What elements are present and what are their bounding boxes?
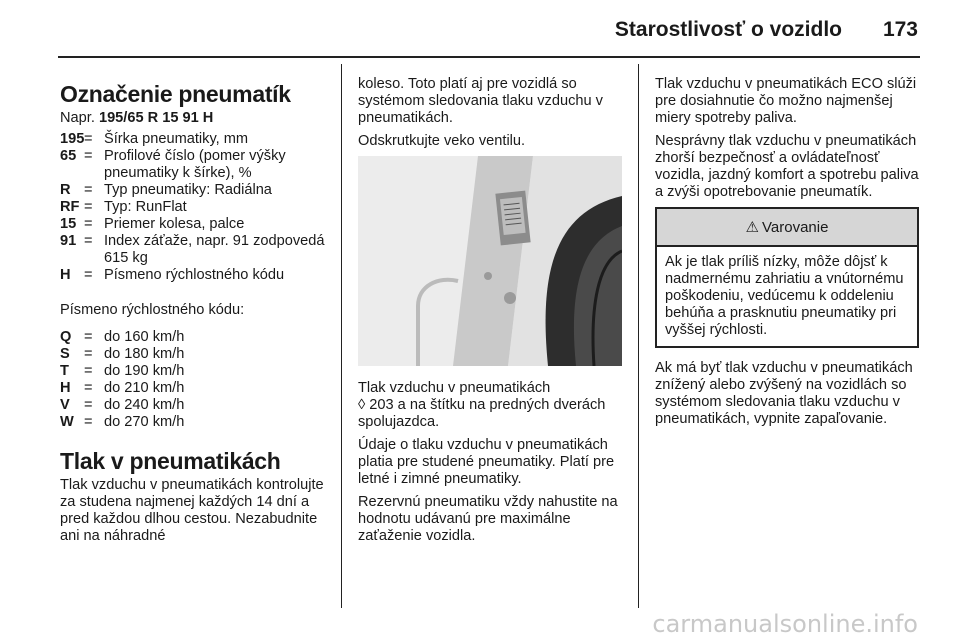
speed-row <box>60 363 332 380</box>
speed-value: do 180 km/h <box>104 346 185 362</box>
column-2 <box>358 76 626 551</box>
code-eq: = <box>84 182 93 198</box>
speed-value: do 240 km/h <box>104 397 185 413</box>
tire-pressure-label-photo <box>358 156 622 366</box>
speed-row <box>60 346 332 363</box>
col2-paragraph-1: koleso. Toto platí aj pre vozidlá so systémom sledovania tlaku vzduchu v pneumatikách. <box>358 76 603 126</box>
code-eq: = <box>84 267 93 283</box>
section-title-tire-marking: Označenie pneumatík <box>60 81 291 107</box>
example-line <box>60 110 332 127</box>
code-value: Index záťaže, napr. 91 zodpovedá 615 kg <box>104 233 325 266</box>
code-key: 65 <box>60 148 77 164</box>
speed-key: S <box>60 346 70 362</box>
col3-paragraph-3: Ak má byť tlak vzduchu v pneumatikách znížený alebo zvýšený na vozidlách so systémom sledovania tlaku vzduchu v pneumatikách, vypnite zapaľovanie. <box>655 360 913 427</box>
column-1 <box>60 70 332 551</box>
code-eq: = <box>84 216 93 232</box>
code-row <box>60 267 332 284</box>
speed-code-list <box>60 329 332 431</box>
code-row <box>60 148 332 182</box>
speed-value: do 160 km/h <box>104 329 185 345</box>
tire-pressure-intro: Tlak vzduchu v pneumatikách kontrolujte za studena najmenej každých 14 dní a pred každou dlhou cestou. Nezabudnite ani na náhradné <box>60 477 324 544</box>
example-prefix: Napr. <box>60 110 95 126</box>
door-pillar-illustration <box>358 156 622 366</box>
speed-row <box>60 380 332 397</box>
code-eq: = <box>84 233 93 249</box>
code-key: 15 <box>60 216 77 232</box>
code-key: 195 <box>60 131 85 147</box>
code-key: RF <box>60 199 80 215</box>
code-value: Typ: RunFlat <box>104 199 187 215</box>
col2-paragraph-4: Rezervnú pneumatiku vždy nahustite na hodnotu udávanú pre maximálne zaťaženie vozidla. <box>358 494 618 544</box>
code-row <box>60 131 332 148</box>
code-value: Priemer kolesa, palce <box>104 216 245 232</box>
speed-row <box>60 329 332 346</box>
speed-value: do 270 km/h <box>104 414 185 430</box>
speed-row <box>60 397 332 414</box>
photo-caption <box>358 380 626 431</box>
speed-eq: = <box>84 363 93 379</box>
caption-reference: 203 a na štítku na predných dverách spolujazdca. <box>358 397 606 430</box>
code-eq: = <box>84 148 93 164</box>
speed-eq: = <box>84 414 93 430</box>
warning-text: Ak je tlak príliš nízky, môže dôjsť k nadmernému zahriatiu a vnútornému poškodeniu, vedúcemu k oddeleniu behúňa a prasknutiu pneumatiky pri vyššej rýchlosti. <box>665 254 904 338</box>
page-number: 173 <box>882 18 918 41</box>
watermark: carmanualsonline.info <box>652 610 918 638</box>
speed-eq: = <box>84 380 93 396</box>
speed-eq: = <box>84 329 93 345</box>
page-header-title: Starostlivosť o vozidlo <box>614 18 842 41</box>
code-key: H <box>60 267 71 283</box>
warning-header <box>657 209 917 247</box>
col3-paragraph-2: Nesprávny tlak vzduchu v pneumatikách zhorší bezpečnosť a ovládateľnosť vozidla, jazdný komfort a spotrebu paliva a zvýši opotrebovanie pneumatík. <box>655 133 919 200</box>
code-value: Písmeno rýchlostného kódu <box>104 267 285 283</box>
example-value: 195/65 R 15 91 H <box>98 110 214 126</box>
speed-eq: = <box>84 397 93 413</box>
speed-key: T <box>60 363 69 379</box>
col2-paragraph-2: Odskrutkujte veko ventilu. <box>358 133 526 149</box>
col3-paragraph-1: Tlak vzduchu v pneumatikách ECO slúži pre dosiahnutie čo možno najmenšej miery spotreby paliva. <box>655 76 917 126</box>
speed-row <box>60 414 332 431</box>
column-divider-1 <box>341 64 342 608</box>
code-row <box>60 182 332 199</box>
warning-title: Varovanie <box>762 218 829 236</box>
page-ref-icon: ◊ <box>358 397 366 413</box>
tire-code-list <box>60 131 332 284</box>
code-row <box>60 199 332 216</box>
speed-key: V <box>60 397 70 413</box>
caption-text: Tlak vzduchu v pneumatikách <box>358 380 551 396</box>
code-value: Typ pneumatiky: Radiálna <box>104 182 272 198</box>
code-value: Šírka pneumatiky, mm <box>104 131 249 147</box>
col2-paragraph-3: Údaje o tlaku vzduchu v pneumatikách platia pre studené pneumatiky. Platí pre letné i zimné pneumatiky. <box>358 437 615 487</box>
code-eq: = <box>84 199 93 215</box>
speed-key: W <box>60 414 74 430</box>
code-value: Profilové číslo (pomer výšky pneumatiky k šírke), % <box>104 148 286 181</box>
section-title-tire-pressure: Tlak v pneumatikách <box>60 448 281 474</box>
column-divider-2 <box>638 64 639 608</box>
code-key: 91 <box>60 233 77 249</box>
speed-key: H <box>60 380 71 396</box>
speed-eq: = <box>84 346 93 362</box>
warning-box <box>655 207 919 348</box>
code-row <box>60 216 332 233</box>
speed-code-intro: Písmeno rýchlostného kódu: <box>60 302 245 318</box>
header-rule <box>58 56 920 58</box>
code-key: R <box>60 182 71 198</box>
column-3 <box>655 76 923 434</box>
speed-value: do 190 km/h <box>104 363 185 379</box>
speed-key: Q <box>60 329 72 345</box>
warning-icon: ⚠ <box>745 218 759 236</box>
speed-value: do 210 km/h <box>104 380 185 396</box>
code-row <box>60 233 332 267</box>
code-eq: = <box>84 131 93 147</box>
